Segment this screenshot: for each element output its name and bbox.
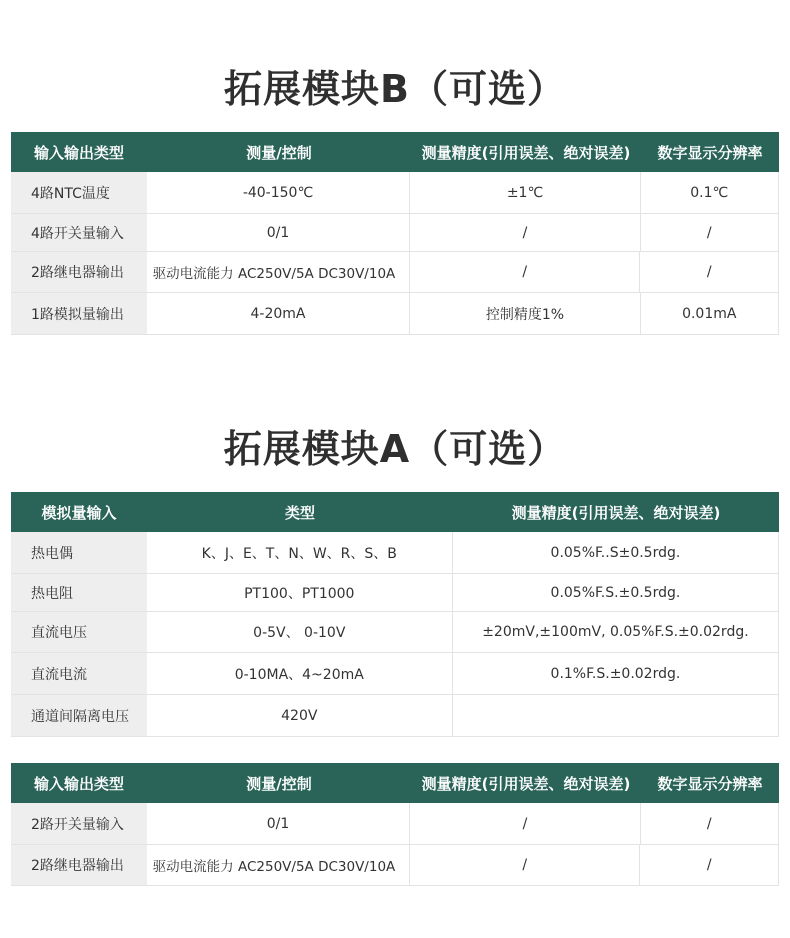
table-cell xyxy=(453,695,779,736)
table-cell: / xyxy=(640,252,779,292)
table-row xyxy=(11,252,779,293)
table-cell: 驱动电流能力 AC250V/5A DC30V/10A xyxy=(147,845,410,885)
section-a-title: 拓展模块A（可选） xyxy=(223,427,567,471)
row-label: 热电阻 xyxy=(11,574,147,611)
table-row xyxy=(11,293,779,335)
header-measure-control: 测量/控制 xyxy=(246,774,312,793)
table-cell: 0.1%F.S.±0.02rdg. xyxy=(453,653,779,694)
table-cell: 4-20mA xyxy=(147,293,411,334)
header-type: 类型 xyxy=(284,503,315,522)
table-cell: 0.01mA xyxy=(641,293,779,334)
table-cell: / xyxy=(410,214,640,251)
table-cell: 0.05%F..S±0.5rdg. xyxy=(453,532,779,573)
table-cell: 0/1 xyxy=(147,214,411,251)
table-cell: / xyxy=(640,845,779,885)
header-accuracy: 测量精度(引用误差、绝对误差) xyxy=(421,774,631,793)
table-cell: / xyxy=(641,214,779,251)
table-cell: -40-150℃ xyxy=(147,172,411,213)
row-label: 热电偶 xyxy=(11,532,147,573)
table-cell: 0.1℃ xyxy=(641,172,779,213)
row-label: 通道间隔离电压 xyxy=(11,695,147,736)
table-cell: 0.05%F.S.±0.5rdg. xyxy=(453,574,779,611)
table-cell: 0-10MA、4~20mA xyxy=(147,653,453,694)
row-label: 4路开关量输入 xyxy=(11,214,147,251)
table-row xyxy=(11,172,779,214)
table-header xyxy=(11,492,779,532)
table-header xyxy=(11,132,779,172)
table-cell: / xyxy=(410,845,640,885)
header-io-type: 输入输出类型 xyxy=(33,143,124,162)
header-measure-control: 测量/控制 xyxy=(246,143,312,162)
table-cell: 0/1 xyxy=(147,803,411,844)
row-label: 2路继电器输出 xyxy=(11,252,147,292)
table-cell: ±20mV,±100mV, 0.05%F.S.±0.02rdg. xyxy=(453,612,779,652)
header-io-type: 输入输出类型 xyxy=(33,774,124,793)
table-cell: 420V xyxy=(147,695,453,736)
table-row xyxy=(11,574,779,612)
table-cell: / xyxy=(410,803,640,844)
table-row xyxy=(11,695,779,737)
row-label: 直流电流 xyxy=(11,653,147,694)
table-row xyxy=(11,532,779,574)
row-label: 4路NTC温度 xyxy=(11,172,147,213)
row-label: 1路模拟量输出 xyxy=(11,293,147,334)
module-b-table xyxy=(11,132,779,335)
header-accuracy: 测量精度(引用误差、绝对误差) xyxy=(421,143,631,162)
header-resolution: 数字显示分辨率 xyxy=(657,774,763,793)
table-cell: K、J、E、T、N、W、R、S、B xyxy=(147,532,453,573)
table-row xyxy=(11,214,779,252)
table-cell: 控制精度1% xyxy=(410,293,640,334)
module-a-table xyxy=(11,492,779,737)
header-accuracy: 测量精度(引用误差、绝对误差) xyxy=(511,503,721,522)
header-resolution: 数字显示分辨率 xyxy=(657,143,763,162)
table-row xyxy=(11,845,779,886)
header-analog-input: 模拟量输入 xyxy=(41,503,117,522)
table-cell: ±1℃ xyxy=(410,172,640,213)
section-b-title: 拓展模块B（可选） xyxy=(224,67,566,111)
module-a-io-table xyxy=(11,763,779,886)
table-header xyxy=(11,763,779,803)
table-cell: / xyxy=(641,803,779,844)
table-cell: / xyxy=(410,252,640,292)
table-row xyxy=(11,653,779,695)
row-label: 2路开关量输入 xyxy=(11,803,147,844)
table-row xyxy=(11,612,779,653)
table-row xyxy=(11,803,779,845)
table-cell: PT100、PT1000 xyxy=(147,574,453,611)
table-cell: 0-5V、 0-10V xyxy=(147,612,453,652)
row-label: 直流电压 xyxy=(11,612,147,652)
table-cell: 驱动电流能力 AC250V/5A DC30V/10A xyxy=(147,252,410,292)
row-label: 2路继电器输出 xyxy=(11,845,147,885)
